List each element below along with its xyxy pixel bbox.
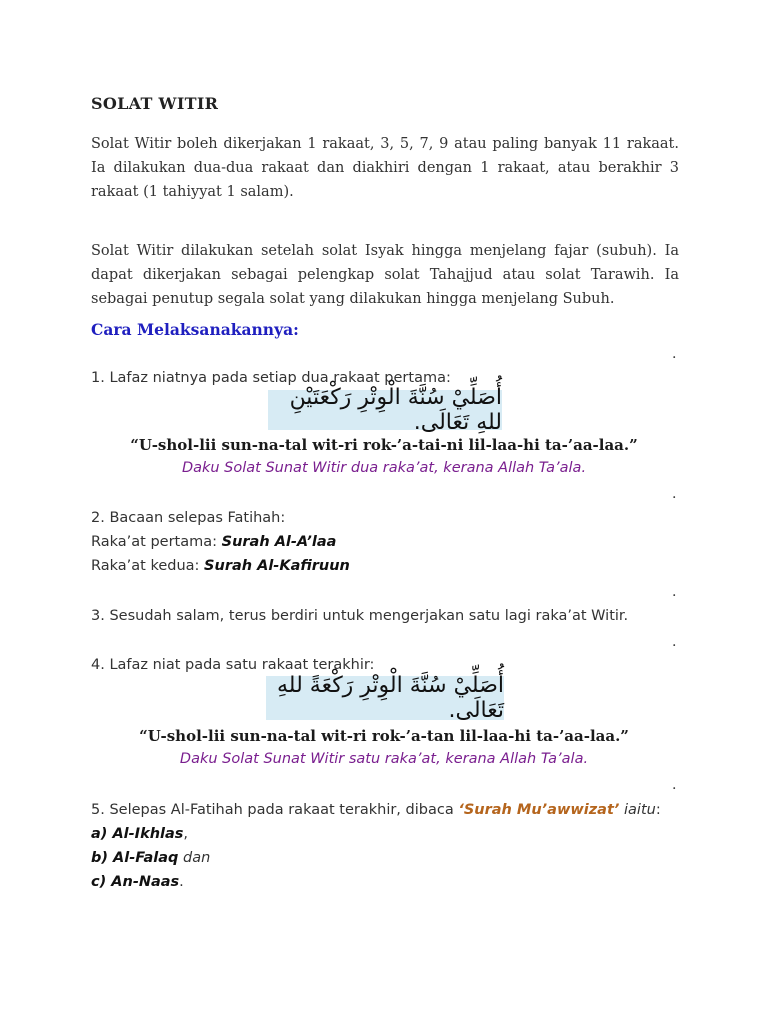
rakaat-pertama-label: Raka’at pertama: [91,534,222,550]
surah-item-b [91,850,210,866]
step4-transliteration: “U-shol-lii sun-na-tal wit-ri rok-’a-tan lil-laa-hi ta-’aa-laa.” [139,727,629,745]
cara-heading: Cara Melaksanakannya: [91,320,299,339]
surah-c-separator: . [179,874,184,890]
surah-an-naas: c) An-Naas [91,874,180,890]
surah-a-separator: , [183,826,189,842]
step4-text: 4. Lafaz niat pada satu rakaat terakhir: [91,657,375,673]
step4-arabic-text: أُصَلِّيْ سُنَّةَ الْوِتْرِ رَكْعَةً للهِ تَعَالَى. [277,673,504,723]
step2-rakaat-kedua [91,558,350,574]
surah-item-c [91,874,184,890]
iaitu-text: iaitu [619,802,656,818]
separator-dot: . [672,346,677,362]
separator-dot: . [672,486,677,502]
step5-intro: 5. Selepas Al-Fatihah pada rakaat terakhir, dibaca [91,802,459,818]
separator-dot: . [672,584,677,600]
surah-b-separator: dan [178,850,211,866]
intro-paragraph-1: Solat Witir boleh dikerjakan 1 rakaat, 3, 5, 7, 9 atau paling banyak 11 rakaat. Ia dilakukan dua-dua rakaat dan diakhiri dengan 1 rakaat, atau berakhir 3 rakaat (1 tahiyyat 1 salam). [91,136,679,200]
surah-al-ikhlas: a) Al-Ikhlas [91,826,184,842]
surah-al-falaq: b) Al-Falaq [91,850,179,866]
step1-meaning: Daku Solat Sunat Witir dua raka’at, kerana Allah Ta’ala. [181,460,587,476]
rakaat-pertama-surah: Surah Al-A’laa [221,534,337,550]
step5-text [91,802,661,818]
surah-muawwizat: ‘Surah Mu’awwizat’ [458,802,620,818]
intro-paragraph-2: Solat Witir dilakukan setelah solat Isyak hingga menjelang fajar (subuh). Ia dapat dikerjakan sebagai pelengkap solat Tahajjud atau solat Tarawih. Ia sebagai penutup segala solat yang dilakukan hingga menjelang Subuh. [91,243,679,307]
step1-arabic-text: أُصَلِّيْ سُنَّةَ الْوِتْرِ رَكْعَتَيْنِ للهِ تَعَالَى. [289,385,502,435]
separator-dot: . [672,634,677,650]
surah-item-a [91,826,188,842]
step2-text: 2. Bacaan selepas Fatihah: [91,510,286,526]
rakaat-kedua-label: Raka’at kedua: [91,558,205,574]
page-title: SOLAT WITIR [91,94,219,113]
step3-text: 3. Sesudah salam, terus berdiri untuk mengerjakan satu lagi raka’at Witir. [91,608,629,624]
separator-dot: . [672,777,677,793]
step1-arabic-niat [268,385,502,435]
step4-arabic-niat [266,673,504,723]
colon-text: : [655,802,661,818]
step4-meaning: Daku Solat Sunat Witir satu raka’at, kerana Allah Ta’ala. [179,751,589,767]
step2-rakaat-pertama [91,534,336,550]
step1-transliteration: “U-shol-lii sun-na-tal wit-ri rok-’a-tai-ni lil-laa-hi ta-’aa-laa.” [130,436,638,454]
step1-text: 1. Lafaz niatnya pada setiap dua rakaat pertama: [91,370,451,386]
rakaat-kedua-surah: Surah Al-Kafiruun [204,558,350,574]
